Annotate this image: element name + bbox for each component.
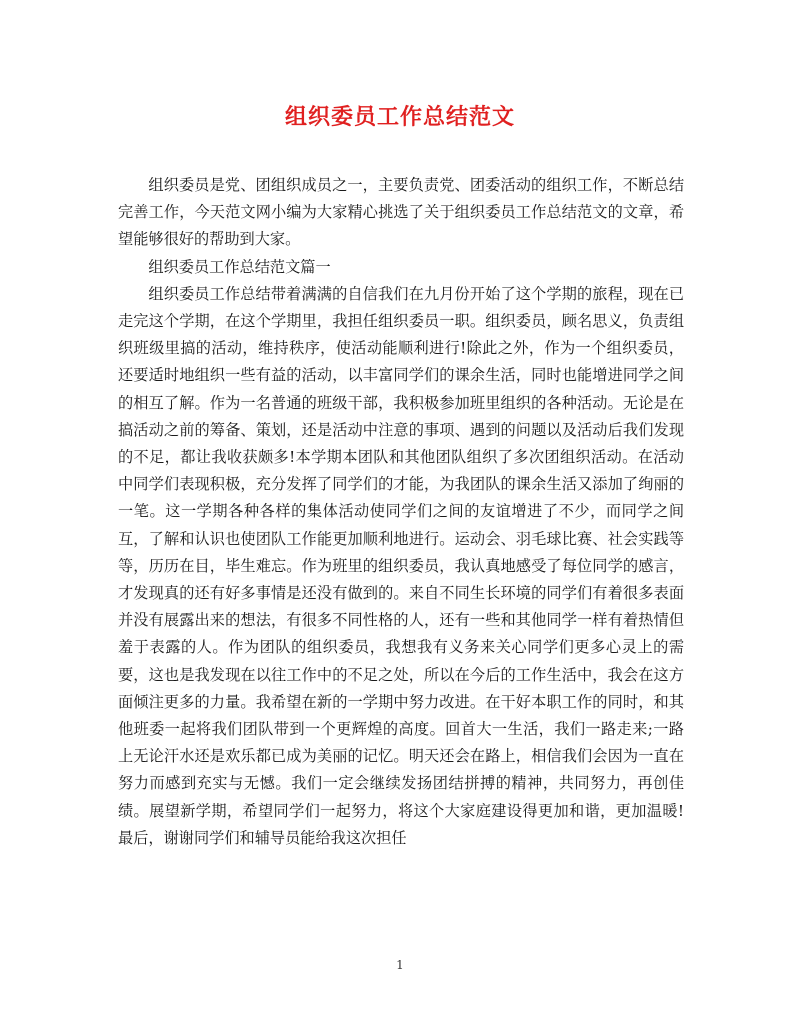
document-body [118, 172, 684, 852]
section-heading: 组织委员工作总结范文篇一 [148, 257, 331, 276]
page-number: 1 [396, 958, 404, 972]
document-title: 组织委员工作总结范文 [284, 104, 515, 130]
body-paragraph: 组织委员工作总结带着满满的自信我们在九月份开始了这个学期的旅程，现在已走完这个学期，在这个学期里，我担任组织委员一职。组织委员，顾名思义，负责组织班级里搞的活动，维持秩序，使活动能顺利进行!除此之外，作为一个组织委员，还要适时地组织一些有益的活动，以丰富同学们的课余生活，同时也能增进同学之间的相互了解。作为一名普通的班级干部，我积极参加班里组织的各种活动。无论是在搞活动之前的筹备、策划，还是活动中注意的事项、遇到的问题以及活动后我们发现的不足，都让我收获颇多!本学期本团队和其他团队组织了多次团组织活动。在活动中同学们表现积极，充分发挥了同学们的才能，为我团队的课余生活又添加了绚丽的一笔。这一学期各种各样的集体活动使同学们之间的友谊增进了不少，而同学之间互，了解和认识也使团队工作能更加顺利地进行。运动会、羽毛球比赛、社会实践等等，历历在目，毕生难忘。作为班里的组织委员，我认真地感受了每位同学的感言，才发现真的还有好多事情是还没有做到的。来自不同生长环境的同学们有着很多表面并没有展露出来的想法，有很多不同性格的人，还有一些和其他同学一样有着热情但羞于表露的人。作为团队的组织委员，我想我有义务来关心同学们更多心灵上的需要，这也是我发现在以往工作中的不足之处，所以在今后的工作生活中，我会在这方面倾注更多的力量。我希望在新的一学期中努力改进。在干好本职工作的同时，和其他班委一起将我们团队带到一个更辉煌的高度。回首大一生活，我们一路走来;一路上无论汗水还是欢乐都已成为美丽的记忆。明天还会在路上，相信我们会因为一直在努力而感到充实与无憾。我们一定会继续发扬团结拼搏的精神，共同努力，再创佳绩。展望新学期，希望同学们一起努力，将这个大家庭建设得更加和谐，更加温暖!最后，谢谢同学们和辅导员能给我这次担任 [118, 284, 684, 847]
intro-paragraph: 组织委员是党、团组织成员之一，主要负责党、团委活动的组织工作，不断总结完善工作，今天范文网小编为大家精心挑选了关于组织委员工作总结范文的文章，希望能够很好的帮助到大家。 [118, 176, 684, 249]
